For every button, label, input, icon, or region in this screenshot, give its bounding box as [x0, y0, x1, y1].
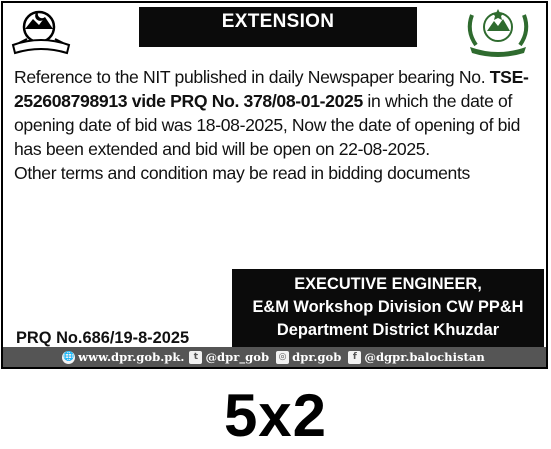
notice-text-extension: in which the date of opening date of bid was 18-08-2025, Now the date of opening of bid has been extended and bid will be open on 22-08-2025.	[14, 91, 521, 159]
signature-department: Department District Khuzdar	[276, 321, 500, 339]
dgpr-emblem-icon	[462, 5, 534, 57]
footer-twitter[interactable]	[189, 350, 269, 364]
title-bar	[139, 7, 417, 47]
notice-body	[14, 65, 544, 185]
footer-website-text: www.dpr.gob.pk.	[78, 350, 185, 364]
signature-block	[232, 269, 544, 353]
footer-instagram-text: dpr.gob	[292, 350, 342, 364]
balochistan-emblem-icon	[9, 5, 73, 57]
notice-reference-number: TSE-252608798913 vide PRQ No. 378/08-01-2025	[14, 67, 529, 111]
notice-text-intro: Reference to the NIT published in daily Newspaper bearing No.	[14, 67, 490, 87]
notice-paragraph	[14, 65, 544, 161]
globe-icon: 🌐	[63, 351, 75, 362]
signature-designation: EXECUTIVE ENGINEER,	[294, 275, 482, 293]
notice-terms: Other terms and condition may be read in bidding documents	[14, 163, 470, 183]
newspaper-notice	[1, 1, 548, 369]
instagram-icon: ◎	[276, 351, 289, 364]
ad-size-label: 5x2	[223, 382, 328, 449]
twitter-icon: t	[189, 351, 202, 364]
notice-title: EXTENSION	[221, 11, 335, 32]
footer-facebook-text: @dgpr.balochistan	[364, 350, 485, 364]
footer-instagram[interactable]	[276, 350, 341, 364]
footer-twitter-text: @dpr_gob	[205, 350, 270, 364]
signature-division: E&M Workshop Division CW PP&H	[252, 298, 524, 316]
footer-facebook[interactable]	[348, 350, 484, 364]
facebook-icon: f	[348, 351, 361, 364]
footer-website[interactable]	[62, 350, 184, 364]
prq-number: PRQ No.686/19-8-2025	[16, 329, 190, 347]
footer-bar	[3, 347, 546, 367]
